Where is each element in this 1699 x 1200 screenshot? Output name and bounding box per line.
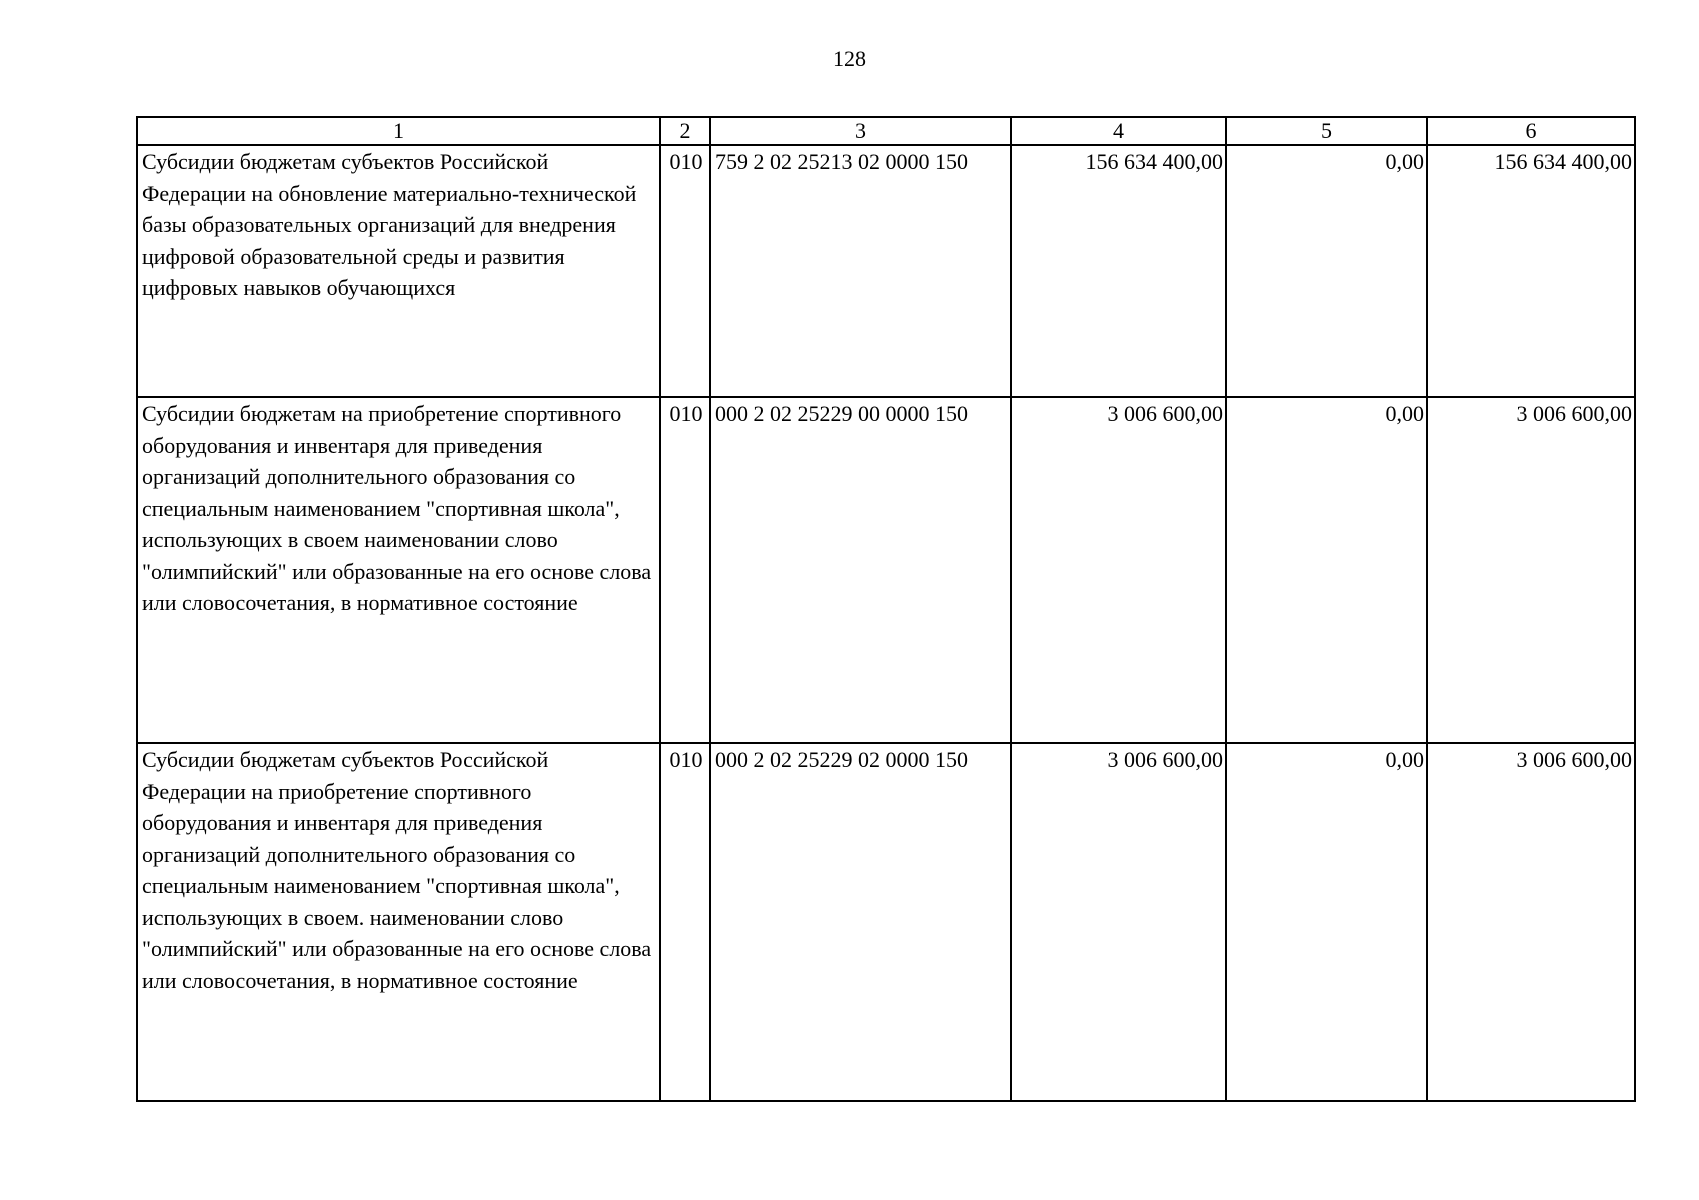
column-header-4: 4 xyxy=(1011,117,1226,145)
table-header-row xyxy=(137,117,1635,145)
column-header-2: 2 xyxy=(660,117,710,145)
row-budget-code: 759 2 02 25213 02 0000 150 xyxy=(710,145,1011,397)
column-header-3: 3 xyxy=(710,117,1011,145)
row-name: Субсидии бюджетам субъектов Российской Федерации на обновление материально-технической базы образовательных организаций для внедрения цифровой образовательной среды и развития цифровых навыков обучающихся xyxy=(137,145,660,397)
row-budget-code: 000 2 02 25229 00 0000 150 xyxy=(710,397,1011,743)
row-value-6: 156 634 400,00 xyxy=(1427,145,1635,397)
row-value-5: 0,00 xyxy=(1226,743,1427,1101)
table-row xyxy=(137,145,1635,397)
row-value-5: 0,00 xyxy=(1226,145,1427,397)
row-name: Субсидии бюджетам на приобретение спортивного оборудования и инвентаря для приведения организаций дополнительного образования со специальным наименованием "спортивная школа", использующих в своем наименовании слово "олимпийский" или образованные на его основе слова или словосочетания, в нормативное состояние xyxy=(137,397,660,743)
row-name: Субсидии бюджетам субъектов Российской Федерации на приобретение спортивного оборудования и инвентаря для приведения организаций дополнительного образования со специальным наименованием "спортивная школа", использующих в своем. наименовании слово "олимпийский" или образованные на его основе слова или словосочетания, в нормативное состояние xyxy=(137,743,660,1101)
column-header-6: 6 xyxy=(1427,117,1635,145)
table-row xyxy=(137,743,1635,1101)
row-value-6: 3 006 600,00 xyxy=(1427,743,1635,1101)
row-code: 010 xyxy=(660,397,710,743)
table-row xyxy=(137,397,1635,743)
row-budget-code: 000 2 02 25229 02 0000 150 xyxy=(710,743,1011,1101)
row-value-4: 3 006 600,00 xyxy=(1011,743,1226,1101)
row-value-4: 3 006 600,00 xyxy=(1011,397,1226,743)
column-header-1: 1 xyxy=(137,117,660,145)
row-value-6: 3 006 600,00 xyxy=(1427,397,1635,743)
row-value-4: 156 634 400,00 xyxy=(1011,145,1226,397)
row-code: 010 xyxy=(660,743,710,1101)
column-header-5: 5 xyxy=(1226,117,1427,145)
page-number: 128 xyxy=(833,46,866,71)
row-code: 010 xyxy=(660,145,710,397)
row-value-5: 0,00 xyxy=(1226,397,1427,743)
budget-table xyxy=(136,116,1636,1102)
